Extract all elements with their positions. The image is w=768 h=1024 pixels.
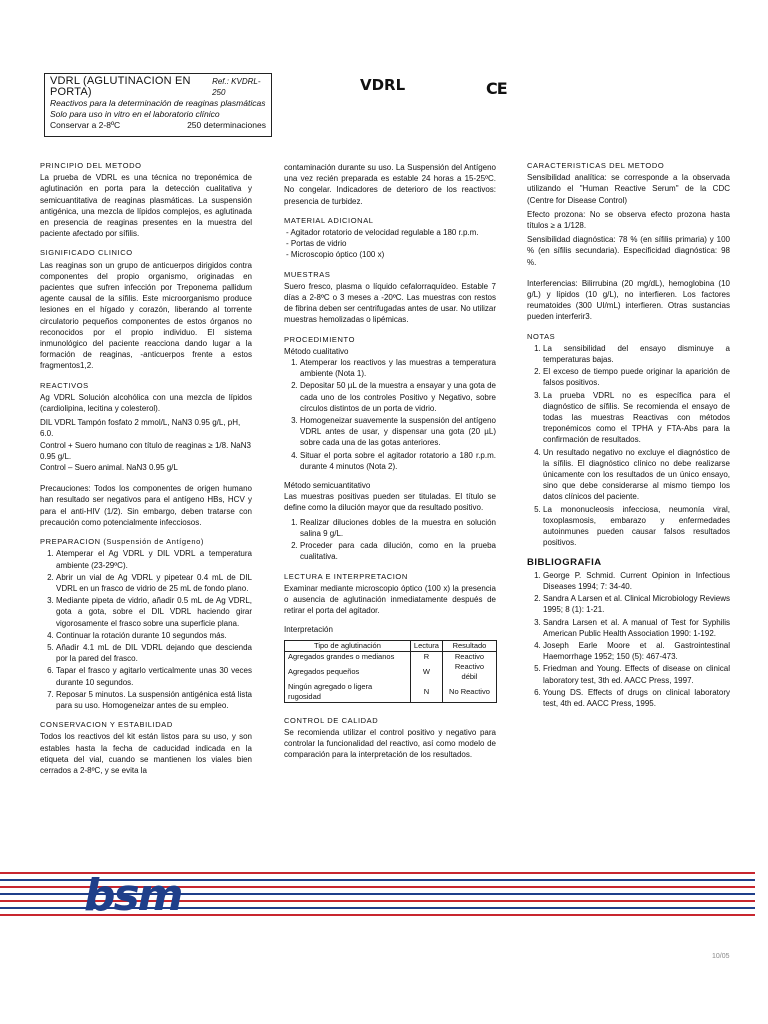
heading-control: CONTROL DE CALIDAD (284, 715, 379, 725)
table-cell: N (410, 682, 442, 703)
list-item: 6. Young DS. Effects of drugs on clinical laboratory test, 4th ed. AACC Press, 1995. (543, 687, 730, 709)
list-item: 1. La sensibilidad del ensayo disminuye a temperaturas bajas. (543, 343, 730, 365)
sensibilidad-text: Sensibilidad analítica: se corresponde a la observada utilizando el "Human Reactive Serum" de la CDC (Centre for Disease Control) (527, 173, 730, 205)
list-item: 2. Sandra A Larsen et al. Clinical Microbiology Reviews 1995; 8 (1): 1-21. (543, 593, 730, 615)
heading-principio: PRINCIPIO DEL METODO (40, 161, 142, 170)
list-item: 4. Un resultado negativo no excluye el diagnóstico de la sífilis. El diagnóstico clínico no debe realizarse únicamente con los resultados de un único ensayo, sino que debe considerarse al mismo tiempo los datos clínicos del paciente. (543, 447, 730, 503)
interpretation-table (284, 640, 497, 703)
list-item: 5. La mononucleosis infecciosa, neumonía viral, toxoplasmosis, embarazo y enfermedades autoinmunes pueden causar falsos resultados positivos. (543, 504, 730, 549)
bibliografia-list (527, 570, 730, 709)
column-2 (284, 162, 496, 763)
precauciones-text: Precauciones: Todos los componentes de origen humano han resultado ser negativos para el antígeno HBs, HCV y para el anti-HIV (1/2). Sin embargo, deben tratarse con precaución como potencialmente infecciosos. (40, 484, 252, 527)
product-name: VDRL (AGLUTINACION EN PORTA) (50, 75, 191, 98)
table-row (285, 651, 497, 662)
lectura-text: Examinar mediante microscopio óptico (100 x) la presencia o ausencia de aglutinación inmediatamente después de retirar el porta del agitador. (284, 583, 496, 616)
heading-bibliografia: BIBLIOGRAFIA (527, 556, 602, 568)
preparacion-list (40, 548, 252, 711)
table-cell: R (410, 651, 442, 662)
material-list (284, 227, 496, 261)
table-header: Resultado (442, 640, 496, 651)
heading-lectura: LECTURA E INTERPRETACION (284, 571, 408, 581)
heading-reactivos: REACTIVOS (40, 380, 89, 390)
heading-muestras: MUESTRAS (284, 269, 331, 279)
table-header: Tipo de aglutinación (285, 640, 411, 651)
list-item: 3. Sandra Larsen et al. A manual of Test for Syphilis American Public Health Association 1990: 1-192. (543, 617, 730, 639)
muestras-text: Suero fresco, plasma o líquido cefalorraquídeo. Estable 7 días a 2-8ºC o 3 meses a -20ºC. Las muestras con restos de fibrina deben ser centrifugadas antes de usar. No utilizar muestras hemolizadas o lipémicas. (284, 281, 496, 325)
principio-text: La prueba de VDRL es una técnica no treponémica de aglutinación en porta para la detección cualitativa y semicuantitativa de reaginas plasmáticas. La suspensión antigénica, una mezcla de lípidos complejos, es aglutinada en presencia de reaginas presentes en la muestra del paciente afectado por sífilis. (40, 173, 252, 239)
header-line-uso: Solo para uso in vitro en el laboratorio clínico (50, 109, 220, 119)
document-title: VDRL (360, 76, 406, 94)
list-item: 4. Joseph Earle Moore et al. Gastrointestinal Haemorrhage 1952; 150 (5): 467-473. (543, 640, 730, 662)
list-item: 1. George P. Schmid. Current Opinion in Infectious Diseases 1994; 7: 34-40. (543, 570, 730, 592)
list-item: 1. Realizar diluciones dobles de la muestra en solución salina 9 g/L. (300, 517, 496, 539)
table-header: Lectura (410, 640, 442, 651)
table-cell: Reactivo débil (442, 662, 496, 682)
column-1 (40, 160, 252, 779)
list-item: 3. Homogeneizar suavemente la suspensión del antígeno VDRL antes de usar, y dispensar una gota (20 µL) sobre cada una de las gotas anteriores. (300, 415, 496, 449)
reactivo-dil: DIL VDRL Tampón fosfato 2 mmol/L, NaN3 0.95 g/L, pH, 6.0. (40, 418, 241, 439)
table-cell: Agregados grandes o medianos (285, 651, 411, 662)
control-text: Se recomienda utilizar el control positivo y negativo para controlar la funcionalidad del reactivo, así como modelo de comparación para la interpretación de los resultados. (284, 727, 496, 760)
heading-procedimiento: PROCEDIMIENTO (284, 334, 356, 344)
list-item: 3. La prueba VDRL no es específica para el diagnóstico de sífilis. Se recomienda el ensayo de todas las muestras Reactivas con métodos treponémicos como el TPHA y FTA-Abs para la confirmación de resultados. (543, 390, 730, 446)
table-cell: W (410, 662, 442, 682)
heading-notas: NOTAS (527, 331, 556, 341)
list-item: 1. Atemperar los reactivos y las muestras a temperatura ambiente (Nota 1). (300, 357, 496, 379)
heading-material: MATERIAL ADICIONAL (284, 215, 374, 225)
list-item: - Portas de vidrio (286, 238, 496, 249)
document-code: 10/05 (712, 953, 730, 960)
column-3 (527, 160, 730, 710)
interpretacion-label: Interpretación (284, 625, 333, 635)
list-item: - Agitador rotatorio de velocidad regulable a 180 r.p.m. (286, 227, 496, 238)
significado-text: Las reaginas son un grupo de anticuerpos dirigidos contra componentes del propio organismo, originadas en pacientes que sufren infección por Treponema pallidum agente causal de la sífilis. Este microorganismo produce lesiones en el hígado y corazón, liberando al torrente circulatorio pequeños componentes de estos órganos no reconocidos por el propio individuo. El sistema inmunológico del paciente reacciona dando lugar a la formación de reaginas, -anticuerpos frente a estos fragmentos1,2. (40, 260, 252, 371)
heading-significado: SIGNIFICADO CLINICO (40, 248, 133, 258)
interferencias-text: Interferencias: Bilirrubina (20 mg/dL), hemoglobina (10 g/L) y lípidos (10 g/L), no interfieren. Los factores reumatoides (300 UI/mL) interfieren. Otras sustancias pueden interferir3. (527, 278, 730, 322)
table-cell: Reactivo (442, 651, 496, 662)
bsm-logo: bsm (84, 870, 182, 921)
product-ref: Ref.: KVDRL-250 (212, 77, 261, 97)
list-item: - Microscopio óptico (100 x) (286, 249, 496, 260)
list-item: 4. Continuar la rotación durante 10 segundos más. (56, 630, 252, 641)
list-item: 2. El exceso de tiempo puede originar la aparición de falsos positivos. (543, 366, 730, 388)
metodo-cualitativo-label: Método cualitativo (284, 346, 349, 356)
list-item: 2. Depositar 50 µL de la muestra a ensayar y una gota de cada uno de los controles Positivo y Negativo, sobre círculos distintos de un porta de vidrio. (300, 380, 496, 414)
ce-mark-icon: CE (486, 79, 507, 98)
list-item: 5. Añadir 4.1 mL de DIL VDRL dejando que descienda por la pared del frasco. (56, 642, 252, 664)
diagnostica-text: Sensibilidad diagnóstica: 78 % (en sífilis primaria) y 100 % (en sífilis secundaria). Especificidad diagnóstica: 98 %. (527, 235, 730, 267)
product-header-box (44, 73, 272, 137)
semi-intro-text: Las muestras positivas pueden ser tituladas. El título se define como la dilución mayor que da resultado positivo. (284, 492, 496, 513)
table-cell: Agregados pequeños (285, 662, 411, 682)
header-line-reactivos: Reactivos para la determinación de reaginas plasmáticas (50, 98, 266, 108)
table-row (285, 682, 497, 703)
conservacion-text: Todos los reactivos del kit están listos para su uso, y son estables hasta la fecha de caducidad indicada en la etiqueta del vial, cuando se mantienen los viales bien cerrados a 2-8ºC, y se evita la (40, 732, 252, 775)
cualitativo-list (284, 357, 496, 472)
heading-preparacion: PREPARACION (Suspensión de Antígeno) (40, 537, 205, 547)
semi-list (284, 517, 496, 563)
list-item: 5. Friedman and Young. Effects of disease on clinical laboratory test, 3th ed. AACC Press, 1997. (543, 663, 730, 685)
list-item: 2. Proceder para cada dilución, como en la prueba cualitativa. (300, 540, 496, 562)
prozona-text: Efecto prozona: No se observa efecto prozona hasta títulos ≥ a 1/128. (527, 209, 730, 231)
heading-conservacion: CONSERVACION Y ESTABILIDAD (40, 720, 173, 730)
storage-condition: Conservar a 2-8ºC (50, 120, 121, 130)
reactivo-control-neg: Control – Suero animal. NaN3 0.95 g/L (40, 463, 178, 473)
list-item: 4. Situar el porta sobre el agitador rotatorio a 180 r.p.m. durante 4 minutos (Nota 2). (300, 450, 496, 472)
list-item: 2. Abrir un vial de Ag VDRL y pipetear 0.4 mL de DIL VDRL en un frasco de vidrio de 25 mL de fondo plano. (56, 572, 252, 594)
list-item: 1. Atemperar el Ag VDRL y DIL VDRL a temperatura ambiente (23-29ºC). (56, 548, 252, 570)
table-cell: Ningún agregado o ligera rugosidad (285, 682, 411, 703)
conservacion-cont-text: contaminación durante su uso. La Suspensión del Antígeno una vez recién preparada es estable 24 horas a 15-25ºC. No congelar. Indicadores de deterioro de los reactivos: presencia de turbidez. (284, 163, 496, 206)
notas-list (527, 343, 730, 549)
heading-caracteristicas: CARACTERISTICAS DEL METODO (527, 161, 665, 170)
test-count: 250 determinaciones (187, 120, 266, 130)
table-cell: No Reactivo (442, 682, 496, 703)
list-item: 7. Reposar 5 minutos. La suspensión antigénica está lista para su uso. Homogeneizar antes de su empleo. (56, 689, 252, 711)
list-item: 3. Mediante pipeta de vidrio, añadir 0.5 mL de Ag VDRL, gota a gota, sobre el DIL VDRL haciendo girar vigorosamente el frasco sobre una superficie plana. (56, 595, 252, 629)
reactivo-control-pos: Control + Suero humano con título de reaginas ≥ 1/8. NaN3 0.95 g/L. (40, 440, 251, 461)
table-row (285, 662, 497, 682)
list-item: 6. Tapar el frasco y agitarlo verticalmente unas 30 veces durante 10 segundos. (56, 665, 252, 687)
reactivo-ag: Ag VDRL Solución alcohólica con una mezcla de lípidos (cardiolipina, lecitina y colesterol). (40, 392, 252, 414)
metodo-semi-label: Método semicuantitativo (284, 481, 371, 491)
